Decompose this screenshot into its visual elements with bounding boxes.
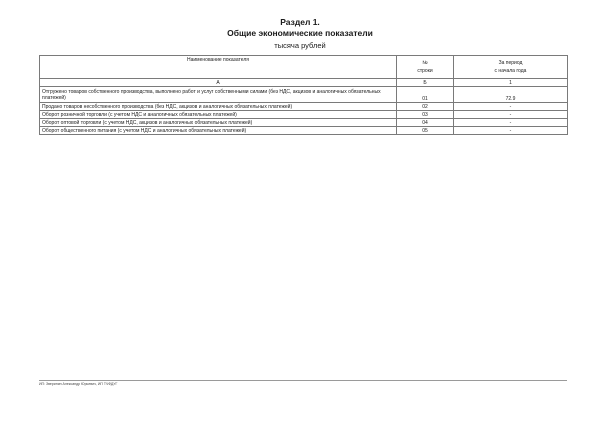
row-name: Отгружено товаров собственного производства, выполнено работ и услуг собственными силами (без НДС, акцизов и аналогичных обязательных платежей) bbox=[40, 87, 397, 103]
table-row bbox=[40, 87, 568, 103]
column-header-code bbox=[397, 56, 454, 79]
table-row bbox=[40, 103, 568, 111]
row-code: 02 bbox=[397, 103, 454, 111]
row-code: 04 bbox=[397, 119, 454, 127]
column-header-code-line2: строки bbox=[417, 68, 433, 74]
column-header-value bbox=[454, 56, 568, 79]
row-code: 03 bbox=[397, 111, 454, 119]
row-name: Оборот общественного питания (с учетом НДС и аналогичных обязательных платежей) bbox=[40, 127, 397, 135]
row-name: Оборот оптовой торговли (с учетом НДС, акцизов и аналогичных обязательных платежей) bbox=[40, 119, 397, 127]
footer-text: ИП: Зверинин Александр Юрьевич, ИП ТЧФДУГ bbox=[39, 382, 118, 386]
row-code: 01 bbox=[397, 87, 454, 103]
column-header-value-line1: За период bbox=[498, 60, 523, 66]
unit-label: тысяча рублей bbox=[274, 41, 326, 50]
row-value: 72.9 bbox=[454, 87, 568, 103]
row-value: - bbox=[454, 103, 568, 111]
row-value: - bbox=[454, 119, 568, 127]
column-header-code-line1: № bbox=[422, 60, 428, 66]
table-row bbox=[40, 127, 568, 135]
column-header-name: Наименование показателя bbox=[40, 56, 397, 79]
report-title: Общие экономические показатели bbox=[227, 28, 373, 38]
column-letters-row bbox=[40, 79, 568, 87]
title-block bbox=[0, 17, 600, 51]
row-name: Продано товаров несобственного производства (без НДС, акцизов и аналогичных обязательных платежей) bbox=[40, 103, 397, 111]
page-footer bbox=[39, 380, 567, 386]
table-row bbox=[40, 119, 568, 127]
row-code: 05 bbox=[397, 127, 454, 135]
section-title: Раздел 1. bbox=[280, 17, 320, 27]
column-letter-b: Б bbox=[397, 79, 454, 87]
indicators-table bbox=[39, 55, 568, 135]
column-letter-a: А bbox=[40, 79, 397, 87]
row-value: - bbox=[454, 111, 568, 119]
column-header-value-line2: с начала года bbox=[494, 68, 527, 74]
table-row bbox=[40, 111, 568, 119]
row-name: Оборот розничной торговли (с учетом НДС и аналогичных обязательных платежей) bbox=[40, 111, 397, 119]
table-header-row bbox=[40, 56, 568, 79]
row-value: - bbox=[454, 127, 568, 135]
column-letter-1: 1 bbox=[454, 79, 568, 87]
